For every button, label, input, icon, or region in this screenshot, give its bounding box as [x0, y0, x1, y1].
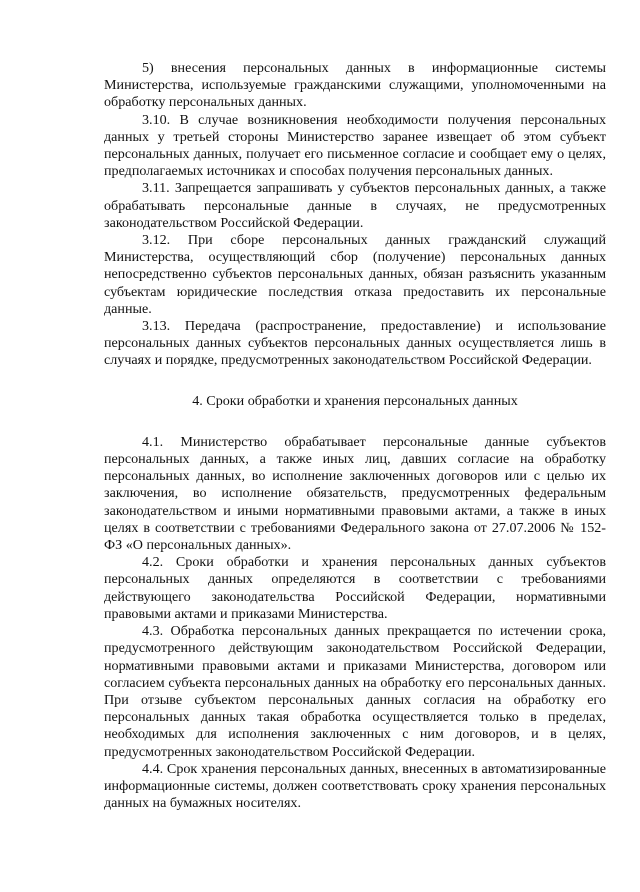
paragraph-4-1: 4.1. Министерство обрабатывает персональные данные субъектов персональных данных, а также иных лиц, давших согласие на обработку персональных данных, во исполнение заключенных договоров или с целью их заключения, во исполнение обязательств, предусмотренных федеральным законодательством и иными нормативными правовыми актами, а также в иных целях в соответствии с требованиями Федерального закона от 27.07.2006 № 152-ФЗ «О персональных данных».	[104, 433, 606, 554]
section-heading: 4. Сроки обработки и хранения персональных данных	[192, 392, 518, 409]
paragraph-4-3: 4.3. Обработка персональных данных прекращается по истечении срока, предусмотренного действующим законодательством Российской Федерации, нормативными правовыми актами и приказами Министерства, договором или согласием субъекта персональных данных на обработку его персональных данных. При отзыве субъектом персональных данных согласия на обработку его персональных данных такая обработка осуществляется только в пределах, необходимых для исполнения заключенных с ним договоров, и в целях, предусмотренных законодательством Российской Федерации.	[104, 623, 606, 760]
paragraph-3-13: 3.13. Передача (распространение, предоставление) и использование персональных данных субъектов персональных данных осуществляется лишь в случаях и порядке, предусмотренных законодательством Российской Федерации.	[104, 318, 606, 369]
document-page	[104, 60, 606, 812]
paragraph-3-10: 3.10. В случае возникновения необходимости получения персональных данных у третьей стороны Министерство заранее извещает об этом субъект персональных данных, получает его письменное согласие и сообщает ему о целях, предполагаемых источниках и способах получения персональных данных.	[104, 111, 606, 180]
paragraph-4-2: 4.2. Сроки обработки и хранения персональных данных субъектов персональных данных определяются в соответствии с требованиями действующего законодательства Российской Федерации, нормативными правовыми актами и приказами Министерства.	[104, 554, 606, 622]
paragraph-item-5: 5) внесения персональных данных в информационные системы Министерства, используемые гражданскими служащими, уполномоченными на обработку персональных данных.	[104, 60, 606, 111]
paragraph-3-11: 3.11. Запрещается запрашивать у субъектов персональных данных, а также обрабатывать персональные данные в случаях, не предусмотренных законодательством Российской Федерации.	[104, 180, 606, 231]
paragraph-4-4: 4.4. Срок хранения персональных данных, внесенных в автоматизированные информационные системы, должен соответствовать сроку хранения персональных данных на бумажных носителях.	[104, 760, 606, 812]
paragraph-3-12: 3.12. При сборе персональных данных гражданский служащий Министерства, осуществляющий сбор (получение) персональных данных непосредственно субъектов персональных данных, обязан разъяснить указанным субъектам юридические последствия отказа предоставить их персональные данные.	[104, 232, 606, 317]
